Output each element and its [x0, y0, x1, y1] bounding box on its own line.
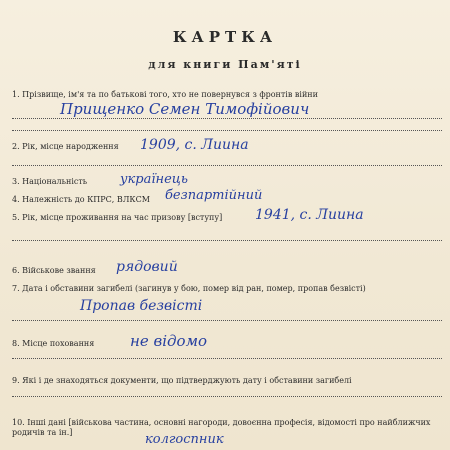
field-2-line	[12, 165, 442, 166]
field-9-line	[12, 396, 442, 397]
field-8-value: не відомо	[130, 332, 208, 350]
card-subtitle: для книги Пам'яті	[148, 58, 302, 71]
field-6-label: 6. Військове звання	[12, 266, 96, 275]
field-1-label: 1. Прізвище, ім'я та по батькові того, хто не повернувся з фронтів війни	[12, 90, 318, 99]
field-9-label: 9. Які і де знаходяться документи, що підтверджують дату і обставини загибелі	[12, 376, 352, 385]
field-8-line	[12, 358, 442, 359]
field-7-value: Пропав безвісті	[80, 298, 203, 314]
field-7-line	[12, 320, 442, 321]
field-1-line	[12, 118, 442, 119]
field-5-label: 5. Рік, місце проживання на час призову [вступу]	[12, 213, 223, 222]
field-1-line-2	[12, 130, 442, 131]
field-2-value: 1909, с. Лиина	[140, 137, 249, 153]
field-4-value: безпартійний	[165, 188, 263, 203]
field-10-value: колгоспник	[145, 432, 224, 447]
field-7-label: 7. Дата і обставини загибелі (загинув у бою, помер від ран, помер, пропав безвісті)	[12, 284, 366, 293]
field-5-value: 1941, с. Лиина	[255, 207, 364, 223]
field-2-label: 2. Рік, місце народження	[12, 142, 119, 151]
card-title: КАРТКА	[172, 28, 278, 46]
field-10-label: 10. Інші дані [військова частина, основні нагороди, довоєнна професія, відомості про найближчих родичів та ін.]	[12, 418, 431, 437]
field-8-label: 8. Місце поховання	[12, 339, 95, 348]
field-4-label: 4. Належність до КПРС, ВЛКСМ	[12, 195, 150, 204]
field-3-value: українець	[120, 172, 188, 187]
field-6-value: рядовий	[116, 259, 178, 275]
field-3-label: 3. Національність	[12, 177, 88, 186]
field-5-line	[12, 240, 442, 241]
field-1-value: Прищенко Семен Тимофійович	[60, 100, 310, 118]
